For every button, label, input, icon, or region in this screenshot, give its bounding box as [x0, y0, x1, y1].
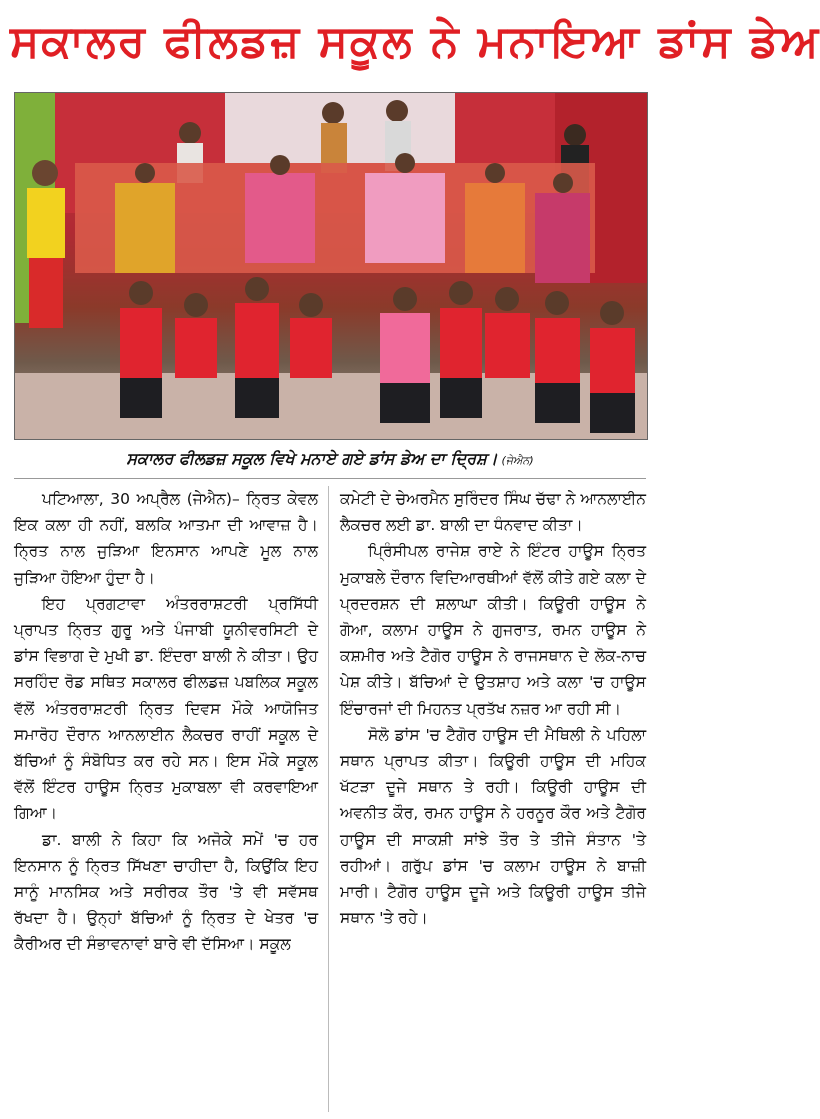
headline: ਸਕਾਲਰ ਫੀਲਡਜ਼ ਸਕੂਲ ਨੇ ਮਨਾਇਆ ਡਾਂਸ ਡੇਅ — [10, 16, 820, 67]
group-photo — [14, 92, 648, 440]
photo-caption — [14, 446, 646, 472]
caption-credit: (ਜੇਐਨ) — [501, 454, 534, 467]
caption-divider — [14, 478, 646, 479]
caption-text: ਸਕਾਲਰ ਫੀਲਡਜ਼ ਸਕੂਲ ਵਿਖੇ ਮਨਾਏ ਗਏ ਡਾਂਸ ਡੇਅ ਦਾ ਦ੍ਰਿਸ਼। — [126, 449, 498, 468]
article-column-left — [14, 486, 318, 1116]
paragraph: ਪ੍ਰਿੰਸੀਪਲ ਰਾਜੇਸ਼ ਰਾਏ ਨੇ ਇੰਟਰ ਹਾਊਸ ਨ੍ਰਿਤ ਮੁਕਾਬਲੇ ਦੌਰਾਨ ਵਿਦਿਆਰਥੀਆਂ ਵੱਲੋਂ ਕੀਤੇ ਗਏ ਕਲਾ ਦੇ ਪ੍ਰਦਰਸ਼ਨ ਦੀ ਸ਼ਲਾਘਾ ਕੀਤੀ। ਕਿਊਰੀ ਹਾਊਸ ਨੇ ਗੋਆ, ਕਲਾਮ ਹਾਊਸ ਨੇ ਗੁਜਰਾਤ, ਰਮਨ ਹਾਊਸ ਨੇ ਕਸ਼ਮੀਰ ਅਤੇ ਟੈਗੋਰ ਹਾਊਸ ਨੇ ਰਾਜਸਥਾਨ ਦੇ ਲੋਕ-ਨਾਚ ਪੇਸ਼ ਕੀਤੇ। ਬੱਚਿਆਂ ਦੇ ਉਤਸ਼ਾਹ ਅਤੇ ਕਲਾ 'ਚ ਹਾਊਸ ਇੰਚਾਰਜਾਂ ਦੀ ਮਿਹਨਤ ਪ੍ਰਤੱਖ ਨਜ਼ਰ ਆ ਰਹੀ ਸੀ। — [340, 542, 646, 718]
column-divider — [328, 486, 329, 1112]
paragraph: ਡਾ. ਬਾਲੀ ਨੇ ਕਿਹਾ ਕਿ ਅਜੋਕੇ ਸਮੇਂ 'ਚ ਹਰ ਇਨਸਾਨ ਨੂੰ ਨ੍ਰਿਤ ਸਿੱਖਣਾ ਚਾਹੀਦਾ ਹੈ, ਕਿਉਂਕਿ ਇਹ ਸਾਨੂੰ ਮਾਨਸਿਕ ਅਤੇ ਸਰੀਰਕ ਤੌਰ 'ਤੇ ਵੀ ਸਵੱਸਥ ਰੱਖਦਾ ਹੈ। ਉਨ੍ਹਾਂ ਬੱਚਿਆਂ ਨੂੰ ਨ੍ਰਿਤ ਦੇ ਖੇਤਰ 'ਚ ਕੈਰੀਅਰ ਦੀ ਸੰਭਾਵਨਾਵਾਂ ਬਾਰੇ ਵੀ ਦੱਸਿਆ। ਸਕੂਲ — [14, 830, 318, 954]
paragraph: ਇਹ ਪ੍ਰਗਟਾਵਾ ਅੰਤਰਰਾਸ਼ਟਰੀ ਪ੍ਰਸਿੱਧੀ ਪ੍ਰਾਪਤ ਨ੍ਰਿਤ ਗੁਰੂ ਅਤੇ ਪੰਜਾਬੀ ਯੂਨੀਵਰਸਿਟੀ ਦੇ ਡਾਂਸ ਵਿਭਾਗ ਦੇ ਮੁਖੀ ਡਾ. ਇੰਦਰਾ ਬਾਲੀ ਨੇ ਕੀਤਾ। ਉਹ ਸਰਹਿੰਦ ਰੋਡ ਸਥਿਤ ਸਕਾਲਰ ਫੀਲਡਜ਼ ਪਬਲਿਕ ਸਕੂਲ ਵੱਲੋਂ ਅੰਤਰਰਾਸ਼ਟਰੀ ਨ੍ਰਿਤ ਦਿਵਸ ਮੌਕੇ ਆਯੋਜਿਤ ਸਮਾਰੋਹ ਦੌਰਾਨ ਆਨਲਾਈਨ ਲੈਕਚਰ ਰਾਹੀਂ ਸਕੂਲ ਦੇ ਬੱਚਿਆਂ ਨੂੰ ਸੰਬੋਧਿਤ ਕਰ ਰਹੇ ਸਨ। ਇਸ ਮੌਕੇ ਸਕੂਲ ਵੱਲੋਂ ਇੰਟਰ ਹਾਊਸ ਨ੍ਰਿਤ ਮੁਕਾਬਲਾ ਵੀ ਕਰਵਾਇਆ ਗਿਆ। — [14, 594, 318, 823]
article-column-right — [340, 486, 646, 1116]
paragraph: ਸੋਲੋ ਡਾਂਸ 'ਚ ਟੈਗੋਰ ਹਾਊਸ ਦੀ ਮੈਥਿਲੀ ਨੇ ਪਹਿਲਾ ਸਥਾਨ ਪ੍ਰਾਪਤ ਕੀਤਾ। ਕਿਊਰੀ ਹਾਊਸ ਦੀ ਮਹਿਕ ਖੱਟੜਾ ਦੂਜੇ ਸਥਾਨ ਤੇ ਰਹੀ। ਕਿਊਰੀ ਹਾਊਸ ਦੀ ਅਵਨੀਤ ਕੌਰ, ਰਮਨ ਹਾਊਸ ਨੇ ਹਰਨੂਰ ਕੌਰ ਅਤੇ ਟੈਗੋਰ ਹਾਊਸ ਦੀ ਸਾਕਸ਼ੀ ਸਾਂਝੇ ਤੌਰ ਤੇ ਤੀਜੇ ਸੰਤਾਨ 'ਤੇ ਰਹੀਆਂ। ਗਰੁੱਪ ਡਾਂਸ 'ਚ ਕਲਾਮ ਹਾਊਸ ਨੇ ਬਾਜ਼ੀ ਮਾਰੀ। ਟੈਗੋਰ ਹਾਊਸ ਦੂਜੇ ਅਤੇ ਕਿਊਰੀ ਹਾਊਸ ਤੀਜੇ ਸਥਾਨ 'ਤੇ ਰਹੇ। — [340, 725, 646, 928]
paragraph: ਪਟਿਆਲਾ, 30 ਅਪ੍ਰੈਲ (ਜੇਐਨ)– ਨ੍ਰਿਤ ਕੇਵਲ ਇਕ ਕਲਾ ਹੀ ਨਹੀਂ, ਬਲਕਿ ਆਤਮਾ ਦੀ ਆਵਾਜ਼ ਹੈ। ਨ੍ਰਿਤ ਨਾਲ ਜੁੜਿਆ ਇਨਸਾਨ ਆਪਣੇ ਮੂਲ ਨਾਲ ਜੁੜਿਆ ਹੋਇਆ ਹੁੰਦਾ ਹੈ। — [14, 490, 318, 587]
paragraph: ਕਮੇਟੀ ਦੇ ਚੇਅਰਮੈਨ ਸੁਰਿੰਦਰ ਸਿੰਘ ਚੱਢਾ ਨੇ ਆਨਲਾਈਨ ਲੈਕਚਰ ਲਈ ਡਾ. ਬਾਲੀ ਦਾ ਧੰਨਵਾਦ ਕੀਤਾ। — [340, 490, 646, 535]
